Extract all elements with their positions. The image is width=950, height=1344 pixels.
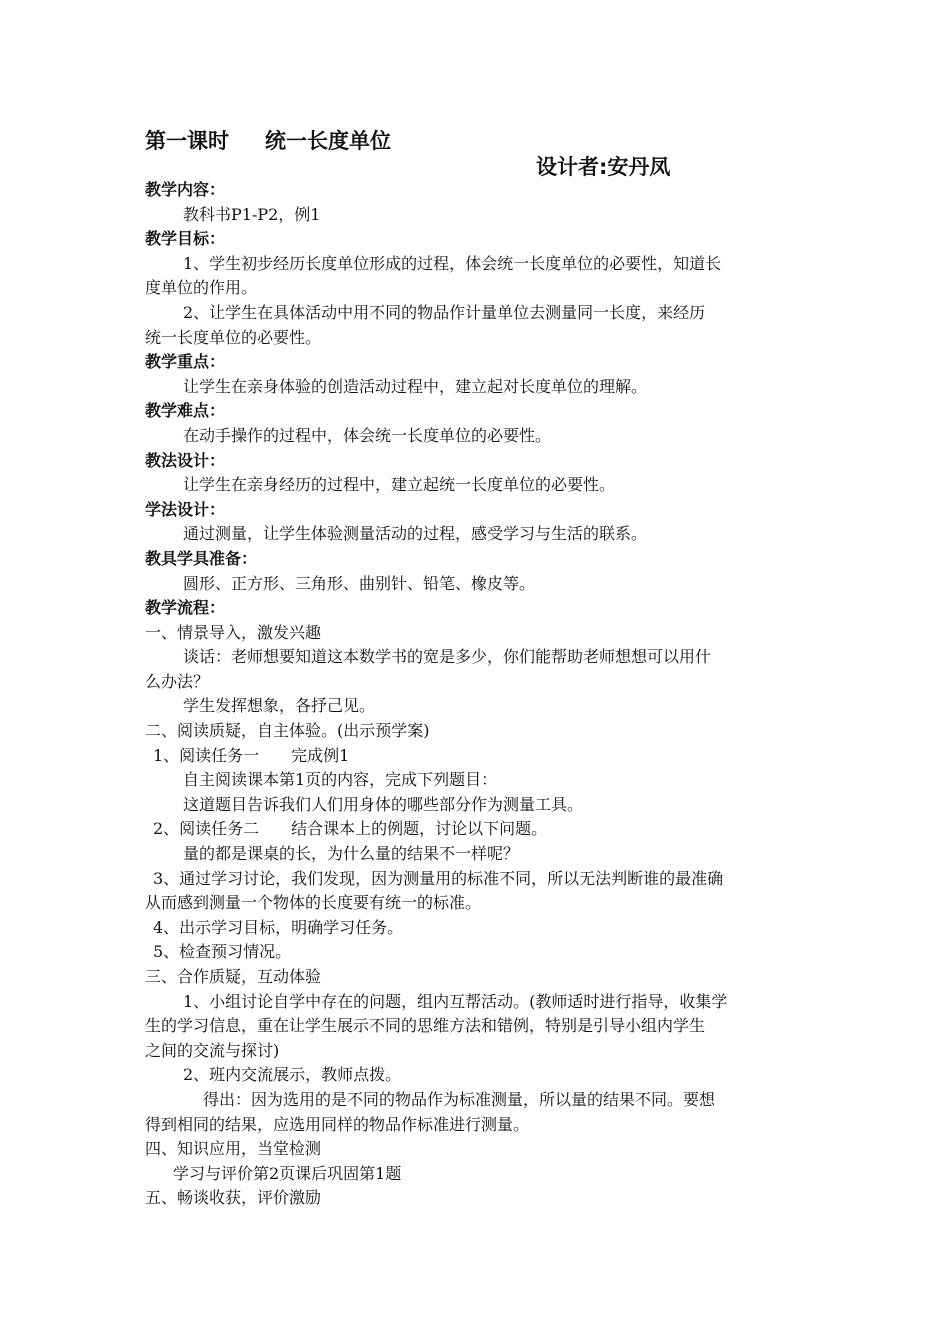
objective-1-line-1: 1、学生初步经历长度单位形成的过程，体会统一长度单位的必要性，知道长 (183, 253, 722, 273)
designer-name: 设计者:安丹凤 (536, 155, 671, 179)
key-points-text: 让学生在亲身体验的创造活动过程中，建立起对长度单位的理解。 (183, 376, 648, 396)
section-1-title: 一、情景导入，激发兴趣 (145, 622, 322, 642)
task-5: 5、检查预习情况。 (153, 942, 292, 962)
heading-materials: 教具学具准备： (145, 548, 258, 568)
section-3-line-2: 生的学习信息，重在让学生展示不同的思维方法和错例，特别是引导小组内学生 (145, 1016, 706, 1036)
learning-method-text: 通过测量，让学生体验测量活动的过程，感受学习与生活的联系。 (183, 524, 648, 544)
section-5-title: 五、畅谈收获，评价激励 (145, 1188, 322, 1208)
lesson-topic: 统一长度单位 (265, 129, 391, 153)
section-1-line-1: 谈话：老师想要知道这本数学书的宽是多少，你们能帮助老师想想可以用什 (183, 647, 712, 667)
section-4-title: 四、知识应用，当堂检测 (145, 1139, 322, 1159)
content-text: 教科书P1-P2，例1 (183, 204, 321, 224)
section-3-line-1: 1、小组讨论自学中存在的问题，组内互帮活动。(教师适时进行指导，收集学 (183, 991, 728, 1011)
heading-process: 教学流程： (145, 598, 226, 618)
heading-learning-method: 学法设计： (145, 499, 226, 519)
section-1-line-3: 学生发挥想象，各抒己见。 (183, 696, 376, 716)
task-3-line-1: 3、通过学习讨论，我们发现，因为测量用的标准不同，所以无法判断谁的最准确 (153, 868, 724, 888)
task-1-line-2: 这道题目告诉我们人们用身体的哪些部分作为测量工具。 (183, 794, 584, 814)
heading-difficulties: 教学难点： (145, 401, 226, 421)
section-3-line-3: 之间的交流与探讨) (145, 1040, 280, 1060)
heading-teaching-method: 教法设计： (145, 450, 226, 470)
teaching-method-text: 让学生在亲身经历的过程中，建立起统一长度单位的必要性。 (183, 475, 616, 495)
section-3-line-5: 得出：因为选用的是不同的物品作为标准测量，所以量的结果不同。要想 (203, 1089, 716, 1109)
section-1-line-2: 么办法？ (145, 671, 210, 691)
task-3-line-2: 从而感到测量一个物体的长度要有统一的标准。 (145, 893, 482, 913)
task-2: 2、阅读任务二 结合课本上的例题，讨论以下问题。 (153, 819, 548, 839)
heading-objectives: 教学目标： (145, 229, 226, 249)
objective-1-line-2: 度单位的作用。 (145, 278, 258, 298)
lesson-number: 第一课时 (145, 129, 229, 153)
difficulties-text: 在动手操作的过程中，体会统一长度单位的必要性。 (183, 425, 552, 445)
task-1-line-1: 自主阅读课本第1页的内容，完成下列题目： (183, 770, 498, 790)
materials-text: 圆形、正方形、三角形、曲别针、铅笔、橡皮等。 (183, 573, 536, 593)
heading-key-points: 教学重点： (145, 352, 226, 372)
objective-2-line-1: 2、让学生在具体活动中用不同的物品作计量单位去测量同一长度，来经历 (183, 302, 706, 322)
task-4: 4、出示学习目标，明确学习任务。 (153, 917, 404, 937)
task-2-line-1: 量的都是课桌的长，为什么量的结果不一样呢？ (183, 844, 520, 864)
section-3-title: 三、合作质疑，互动体验 (145, 967, 322, 986)
heading-content: 教学内容： (145, 180, 226, 199)
section-3-line-6: 得到相同的结果，应选用同样的物品作标准进行测量。 (145, 1114, 530, 1134)
task-1: 1、阅读任务一 完成例1 (153, 745, 350, 765)
lesson-title (145, 125, 391, 155)
objective-2-line-2: 统一长度单位的必要性。 (145, 327, 322, 347)
section-3-line-4: 2、班内交流展示，教师点拨。 (183, 1065, 402, 1085)
section-4-line-1: 学习与评价第2页课后巩固第1题 (173, 1163, 402, 1183)
section-2-title: 二、阅读质疑，自主体验。(出示预学案) (145, 721, 430, 741)
lesson-plan-body (145, 178, 810, 1211)
